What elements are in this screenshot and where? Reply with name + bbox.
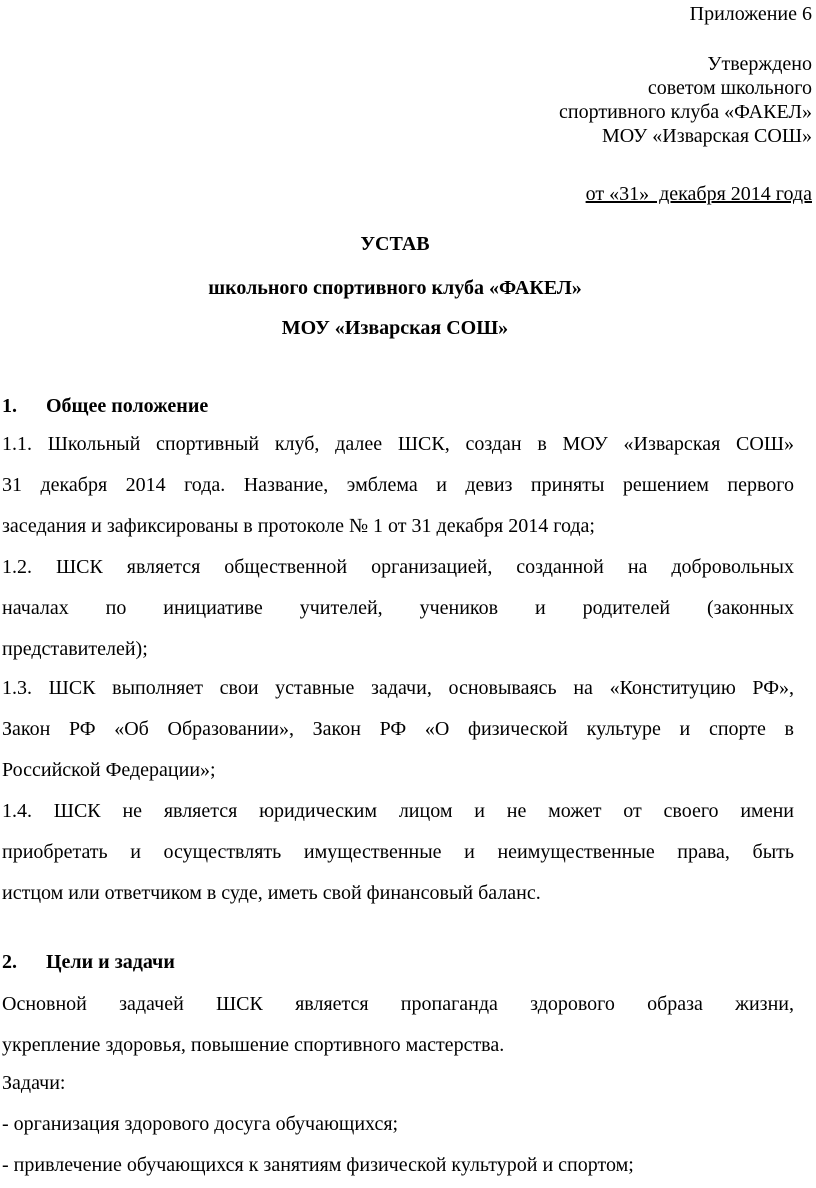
paragraph-line: Основной задачей ШСК является пропаганда здорового образа жизни, [2, 993, 794, 1015]
approval-line: советом школьного [647, 77, 812, 99]
tasks-label: Задачи: [2, 1072, 66, 1094]
paragraph-line: началах по инициативе учителей, учеников и родителей (законных [2, 597, 794, 619]
section-number: 2. [2, 951, 17, 973]
approval-block [559, 52, 812, 148]
paragraph-1-4 [2, 791, 794, 914]
document-subtitle: школьного спортивного клуба «ФАКЕЛ» [208, 277, 582, 299]
paragraph-line: представителей); [2, 638, 148, 660]
appendix-label: Приложение 6 [689, 3, 812, 25]
section-title: Общее положение [46, 395, 209, 417]
approval-line: Утверждено [707, 53, 812, 75]
paragraph-line: заседания и зафиксированы в протоколе № 1 от 31 декабря 2014 года; [2, 515, 595, 537]
paragraph-1-1 [2, 424, 794, 547]
approval-date: от «31» декабря 2014 года [585, 183, 812, 205]
document-title: УСТАВ [360, 233, 430, 255]
paragraph-goals-intro [2, 984, 794, 1066]
section-heading-goals [2, 951, 175, 974]
approval-line: МОУ «Изварская СОШ» [602, 125, 812, 147]
paragraph-line: 1.2. ШСК является общественной организацией, созданной на добровольных [2, 556, 794, 578]
paragraph-line: укрепление здоровья, повышение спортивного мастерства. [2, 1034, 505, 1056]
section-title: Цели и задачи [46, 951, 175, 973]
approval-line: спортивного клуба «ФАКЕЛ» [559, 101, 812, 123]
paragraph-1-3 [2, 668, 794, 791]
paragraph-line: 1.4. ШСК не является юридическим лицом и не может от своего имени [2, 800, 794, 822]
paragraph-line: истцом или ответчиком в суде, иметь свой финансовый баланс. [2, 882, 541, 904]
paragraph-1-2 [2, 547, 794, 670]
section-heading-general [2, 395, 208, 418]
task-item: - привлечение обучающихся к занятиям физической культурой и спортом; [2, 1154, 634, 1176]
paragraph-line: 1.3. ШСК выполняет свои уставные задачи, основываясь на «Конституцию РФ», [2, 677, 794, 699]
paragraph-line: приобретать и осуществлять имущественные и неимущественные права, быть [2, 841, 794, 863]
section-number: 1. [2, 395, 17, 417]
document-subtitle-org: МОУ «Изварская СОШ» [281, 317, 509, 339]
task-item: - организация здорового досуга обучающихся; [2, 1113, 399, 1135]
paragraph-line: Российской Федерации»; [2, 759, 216, 781]
paragraph-line: 1.1. Школьный спортивный клуб, далее ШСК, создан в МОУ «Изварская СОШ» [2, 433, 794, 455]
paragraph-line: Закон РФ «Об Образовании», Закон РФ «О физической культуре и спорте в [2, 718, 794, 740]
paragraph-line: 31 декабря 2014 года. Название, эмблема и девиз приняты решением первого [2, 474, 794, 496]
